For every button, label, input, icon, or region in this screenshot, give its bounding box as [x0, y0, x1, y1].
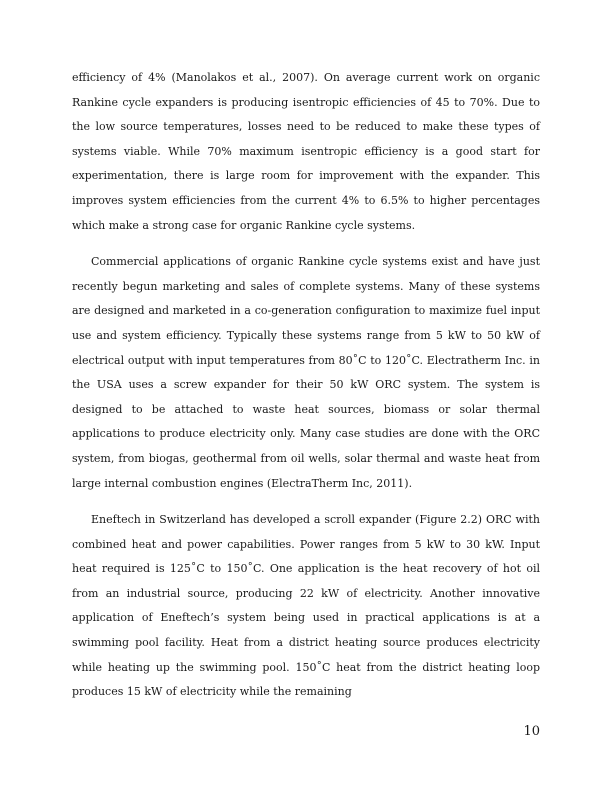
page-number: 10 [523, 724, 540, 739]
paragraph-2: Commercial applications of organic Rankine cycle systems exist and have just recently begun marketing and sales of complete systems. Many of these systems are designed and marketed in a co-generation configuration to maximize fuel input use and system efficiency. Typically these systems range from 5 kW to 50 kW of electrical output with input temperatures from 80˚C to 120˚C. Electratherm Inc. in the USA uses a screw expander for their 50 kW ORC system. The system is designed to be attached to waste heat sources, biomass or solar thermal applications to produce electricity only. Many case studies are done with the ORC system, from biogas, geothermal from oil wells, solar thermal and waste heat from large internal combustion engines (ElectraTherm Inc, 2011). [72, 255, 540, 490]
paragraph-1: efficiency of 4% (Manolakos et al., 2007). On average current work on organic Rankine cycle expanders is producing isentropic efficiencies of 45 to 70%. Due to the low source temperatures, losses need to be reduced to make these types of systems viable. While 70% maximum isentropic efficiency is a good start for experimentation, there is large room for improvement with the expander. This improves system efficiencies from the current 4% to 6.5% to higher percentages which make a strong case for organic Rankine cycle systems. [72, 71, 540, 232]
body-text [72, 66, 540, 705]
paragraph-3: Eneftech in Switzerland has developed a scroll expander (Figure 2.2) ORC with combined heat and power capabilities. Power ranges from 5 kW to 30 kW. Input heat required is 125˚C to 150˚C. One application is the heat recovery of hot oil from an industrial source, producing 22 kW of electricity. Another innovative application of Eneftech’s system being used in practical applications is at a swimming pool facility. Heat from a district heating source produces electricity while heating up the swimming pool. 150˚C heat from the district heating loop produces 15 kW of electricity while the remaining [72, 513, 540, 699]
